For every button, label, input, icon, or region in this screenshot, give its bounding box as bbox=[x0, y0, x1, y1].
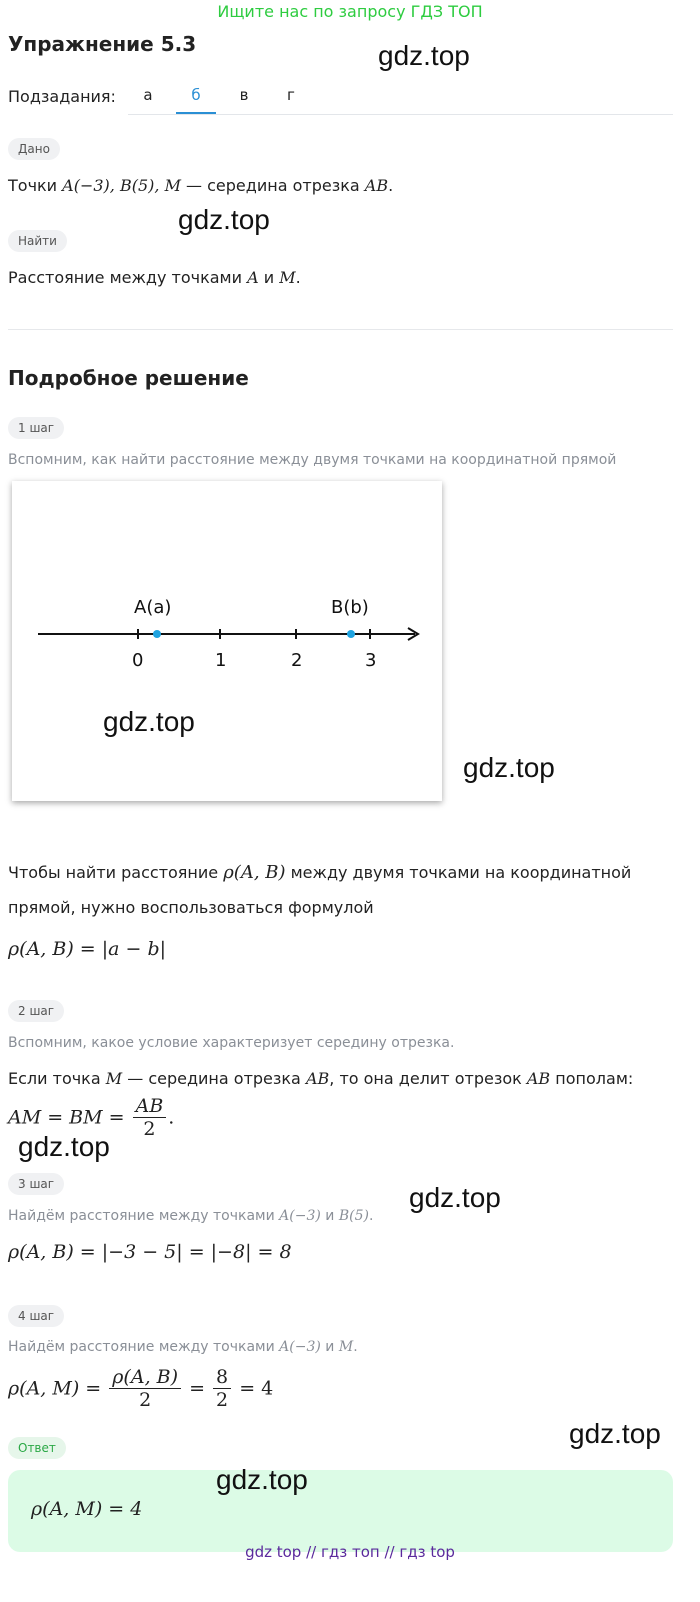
solution-title: Подробное решение bbox=[8, 366, 249, 390]
step-4-eq: = bbox=[189, 1377, 205, 1400]
step-3-formula: ρ(A, B) = |−3 − 5| = |−8| = 8 bbox=[8, 1241, 292, 1263]
tick-label-0: 0 bbox=[132, 650, 144, 671]
step-2-text-ab2: AB bbox=[526, 1069, 551, 1088]
step-4-hint bbox=[8, 1339, 358, 1355]
page-title: Упражнение 5.3 bbox=[8, 32, 197, 56]
step-3-hint-a: A(−3) bbox=[279, 1208, 321, 1224]
tab-b[interactable]: б bbox=[191, 86, 201, 104]
midpoint-fraction-num: AB bbox=[133, 1095, 167, 1118]
step-4-fraction-2 bbox=[213, 1366, 231, 1411]
step-4-fraction-2-num: 8 bbox=[213, 1366, 231, 1389]
subtasks-divider bbox=[128, 114, 673, 115]
step-4-fraction-2-den: 2 bbox=[216, 1389, 229, 1411]
step-4-pill: 4 шаг bbox=[8, 1305, 64, 1327]
find-text bbox=[8, 268, 301, 287]
step-4-hint-start: Найдём расстояние между точками bbox=[8, 1339, 275, 1355]
find-a: A bbox=[247, 268, 259, 287]
step-4-fraction-1-num: ρ(A, B) bbox=[109, 1366, 181, 1389]
tab-a[interactable]: а bbox=[143, 86, 153, 104]
midpoint-fraction bbox=[133, 1095, 167, 1140]
step-2-hint: Вспомним, какое условие характеризует середину отрезка. bbox=[8, 1035, 455, 1051]
watermark: gdz.top bbox=[18, 1131, 110, 1162]
midpoint-formula-end: . bbox=[168, 1106, 175, 1129]
step-4-formula bbox=[8, 1366, 273, 1411]
section-divider bbox=[8, 329, 673, 330]
step-3-hint-b: B(5) bbox=[338, 1208, 369, 1224]
number-line-svg bbox=[12, 481, 442, 801]
footer-links[interactable]: gdz top // гдз топ // гдз top bbox=[245, 1543, 455, 1561]
find-and: и bbox=[263, 268, 275, 287]
given-end: . bbox=[388, 176, 394, 195]
midpoint-fraction-den: 2 bbox=[143, 1118, 156, 1140]
step-4-hint-end: . bbox=[353, 1339, 358, 1355]
search-banner: Ищите нас по запросу ГДЗ ТОП bbox=[217, 2, 483, 21]
step-1-text-math: ρ(A, B) bbox=[223, 862, 286, 883]
step-3-hint-end: . bbox=[368, 1208, 374, 1224]
watermark: gdz.top bbox=[378, 40, 470, 71]
active-tab-indicator bbox=[176, 112, 216, 114]
step-4-hint-and: и bbox=[325, 1339, 335, 1355]
number-line-figure bbox=[12, 481, 442, 801]
watermark: gdz.top bbox=[569, 1418, 661, 1449]
step-4-formula-end: = 4 bbox=[239, 1377, 274, 1400]
watermark: gdz.top bbox=[103, 706, 195, 737]
watermark: gdz.top bbox=[409, 1182, 501, 1213]
step-2-text-start: Если точка bbox=[8, 1069, 101, 1088]
find-end: . bbox=[295, 268, 301, 287]
tick-label-1: 1 bbox=[215, 650, 227, 671]
step-2-text-end: пополам: bbox=[555, 1069, 634, 1088]
watermark: gdz.top bbox=[216, 1464, 308, 1495]
step-2-text-m: M bbox=[105, 1069, 123, 1088]
midpoint-formula-left: AM = BM = bbox=[8, 1106, 125, 1129]
given-suffix: — середина отрезка bbox=[186, 176, 360, 195]
find-pill: Найти bbox=[8, 230, 67, 252]
find-m: M bbox=[279, 268, 296, 287]
step-4-formula-left: ρ(A, M) = bbox=[8, 1377, 102, 1400]
given-prefix: Точки bbox=[8, 176, 58, 195]
point-b bbox=[347, 630, 355, 638]
step-4-fraction-1-den: 2 bbox=[139, 1389, 152, 1411]
label-a: A(a) bbox=[134, 597, 172, 618]
watermark: gdz.top bbox=[463, 752, 555, 783]
watermark: gdz.top bbox=[178, 204, 270, 235]
tab-v[interactable]: в bbox=[239, 86, 249, 104]
step-1-text-line-2: прямой, нужно воспользоваться формулой bbox=[8, 898, 374, 917]
step-2-text-mid2: , то она делит отрезок bbox=[329, 1069, 522, 1088]
distance-formula: ρ(A, B) = |a − b| bbox=[8, 938, 167, 960]
given-pill: Дано bbox=[8, 138, 60, 160]
find-label: Расстояние между точками bbox=[8, 268, 243, 287]
step-3-pill: 3 шаг bbox=[8, 1173, 64, 1195]
step-1-hint: Вспомним, как найти расстояние между двумя точками на координатной прямой bbox=[8, 452, 617, 468]
step-3-hint bbox=[8, 1208, 373, 1224]
step-4-hint-m: M bbox=[338, 1339, 354, 1355]
step-1-text-end: между двумя точками на координатной bbox=[290, 863, 632, 882]
step-1-pill: 1 шаг bbox=[8, 417, 64, 439]
tick-label-2: 2 bbox=[291, 650, 303, 671]
step-4-fraction-1 bbox=[109, 1366, 181, 1411]
point-a bbox=[153, 630, 161, 638]
step-1-text-start: Чтобы найти расстояние bbox=[8, 863, 219, 882]
given-text bbox=[8, 176, 393, 195]
label-b: B(b) bbox=[331, 597, 369, 618]
step-1-text-line-1 bbox=[8, 862, 631, 883]
given-segment: AB bbox=[364, 176, 389, 195]
subtasks-label: Подзадания: bbox=[8, 87, 116, 106]
given-points: A(−3), B(5), M bbox=[62, 176, 181, 195]
tick-label-3: 3 bbox=[365, 650, 377, 671]
step-2-text-mid: — середина отрезка bbox=[127, 1069, 301, 1088]
step-2-text bbox=[8, 1069, 633, 1088]
answer-pill: Ответ bbox=[8, 1437, 66, 1459]
tab-g[interactable]: г bbox=[287, 86, 295, 104]
step-3-hint-start: Найдём расстояние между точками bbox=[8, 1208, 275, 1224]
step-3-hint-and: и bbox=[325, 1208, 335, 1224]
answer-formula: ρ(A, M) = 4 bbox=[31, 1498, 143, 1520]
step-2-text-ab: AB bbox=[305, 1069, 330, 1088]
step-4-hint-a: A(−3) bbox=[279, 1339, 321, 1355]
step-2-pill: 2 шаг bbox=[8, 1000, 64, 1022]
